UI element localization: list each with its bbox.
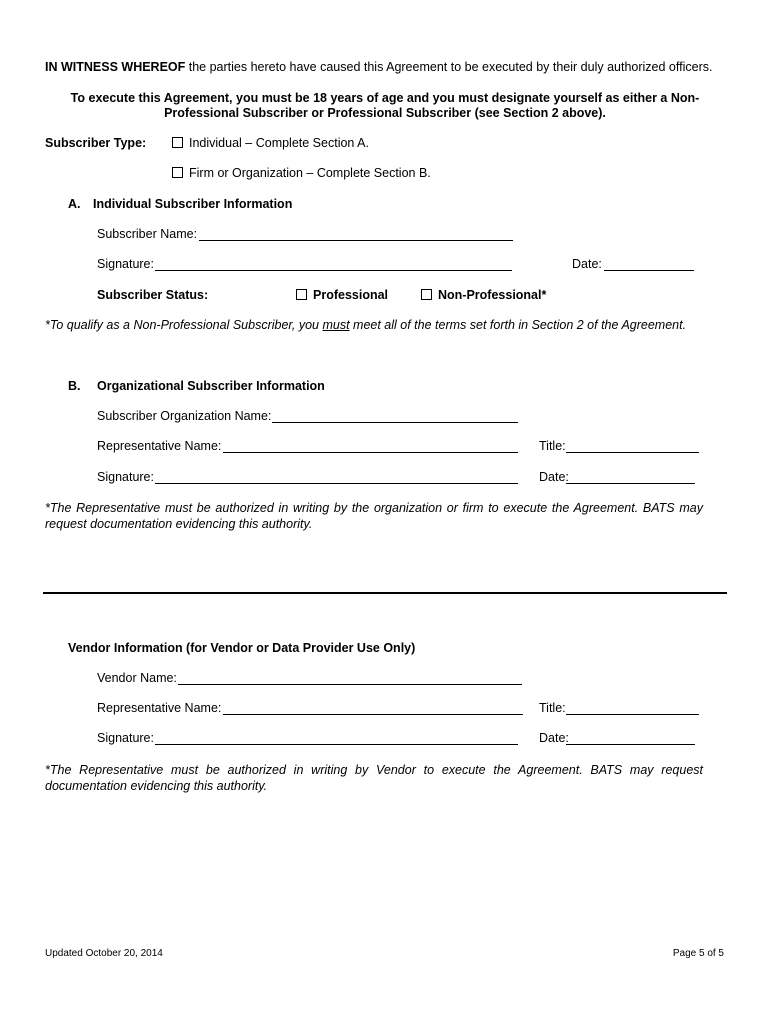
vendor-title-label: Title: (539, 701, 566, 715)
vendor-name-field[interactable] (178, 684, 522, 685)
section-a-title: Individual Subscriber Information (93, 197, 293, 211)
footer-updated-date: Updated October 20, 2014 (45, 948, 163, 959)
subscriber-name-field[interactable] (199, 240, 513, 241)
org-name-label: Subscriber Organization Name: (97, 409, 272, 423)
footer-page-number: Page 5 of 5 (672, 948, 724, 959)
witness-statement (45, 60, 712, 74)
section-b-title: Organizational Subscriber Information (97, 379, 325, 393)
section-a-letter: A. (68, 197, 81, 211)
note-text-end: meet all of the terms set forth in Section 2 of the Agreement. (349, 318, 687, 332)
section-b-letter: B. (68, 379, 81, 393)
vendor-authorization-note: *The Representative must be authorized in writing by Vendor to execute the Agreement. BATS may request documentation evidencing this authority. (45, 763, 703, 793)
individual-checkbox[interactable] (172, 137, 183, 148)
firm-option-label: Firm or Organization – Complete Section B. (189, 166, 431, 180)
witness-text: the parties hereto have caused this Agreement to be executed by their duly authorized officers. (185, 60, 713, 74)
vendor-signature-label: Signature: (97, 731, 154, 745)
instructions-line-1: To execute this Agreement, you must be 18 years of age and you must designate yourself as either a Non- (70, 91, 700, 105)
org-title-label: Title: (539, 439, 566, 453)
vendor-date-field[interactable] (566, 744, 695, 745)
instructions-line-2: Professional Subscriber or Professional Subscriber (see Section 2 above). (164, 106, 606, 120)
subscriber-name-label: Subscriber Name: (97, 227, 198, 241)
professional-label: Professional (313, 288, 389, 302)
professional-checkbox[interactable] (296, 289, 307, 300)
execution-instructions (45, 91, 725, 121)
org-title-field[interactable] (566, 452, 699, 453)
org-signature-field[interactable] (155, 483, 518, 484)
vendor-rep-name-field[interactable] (223, 714, 523, 715)
vendor-date-label: Date: (539, 731, 569, 745)
individual-date-field[interactable] (604, 270, 694, 271)
witness-lead: IN WITNESS WHEREOF (45, 60, 186, 74)
org-date-field[interactable] (566, 483, 695, 484)
vendor-name-label: Vendor Name: (97, 671, 177, 685)
org-date-label: Date: (539, 470, 569, 484)
section-divider (43, 592, 727, 594)
note-emphasis: must (322, 318, 350, 332)
vendor-rep-name-label: Representative Name: (97, 701, 222, 715)
non-professional-label: Non-Professional* (438, 288, 547, 302)
org-rep-name-label: Representative Name: (97, 439, 222, 453)
subscriber-type-label: Subscriber Type: (45, 136, 147, 150)
vendor-signature-field[interactable] (155, 744, 518, 745)
vendor-section-title: Vendor Information (for Vendor or Data Provider Use Only) (68, 641, 416, 655)
non-professional-checkbox[interactable] (421, 289, 432, 300)
individual-option-label: Individual – Complete Section A. (189, 136, 369, 150)
org-signature-label: Signature: (97, 470, 154, 484)
subscriber-status-label: Subscriber Status: (97, 288, 209, 302)
org-name-field[interactable] (272, 422, 518, 423)
org-authorization-note: *The Representative must be authorized in writing by the organization or firm to execute the Agreement. BATS may request documentation evidencing this authority. (45, 501, 703, 531)
vendor-title-field[interactable] (566, 714, 699, 715)
firm-checkbox[interactable] (172, 167, 183, 178)
individual-signature-label: Signature: (97, 257, 154, 271)
org-rep-name-field[interactable] (223, 452, 518, 453)
non-professional-note (45, 318, 686, 332)
note-text-start: *To qualify as a Non-Professional Subscriber, you (45, 318, 323, 332)
individual-signature-field[interactable] (155, 270, 512, 271)
individual-date-label: Date: (572, 257, 602, 271)
